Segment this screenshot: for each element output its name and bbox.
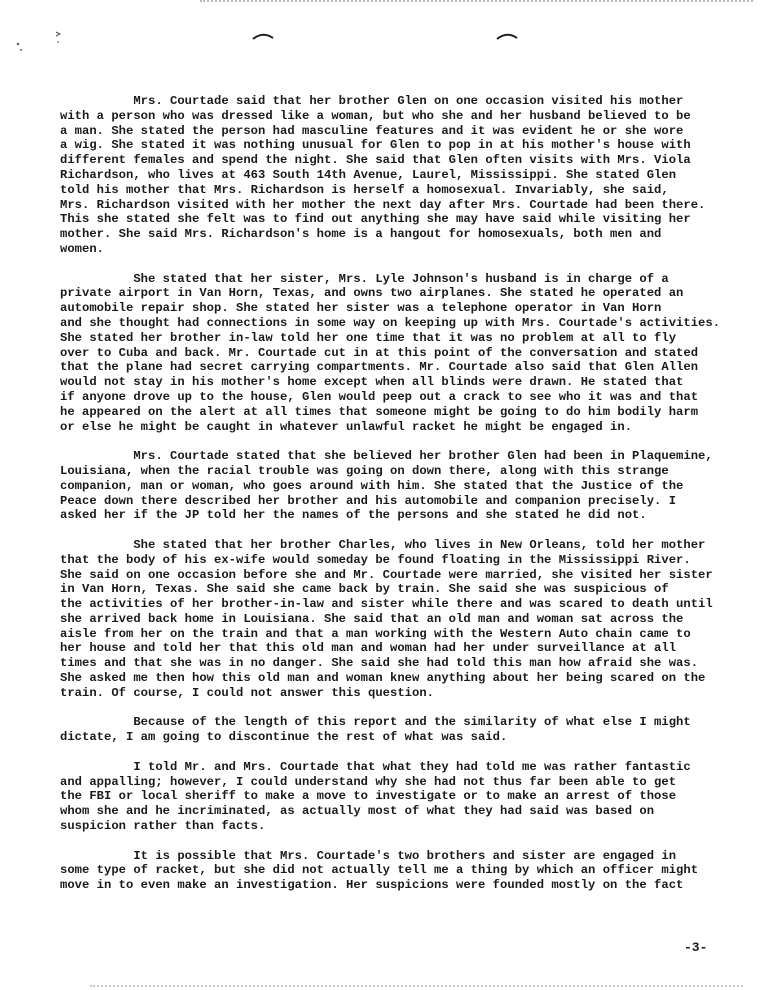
top-scan-edge [200,0,753,5]
paragraph: I told Mr. and Mrs. Courtade that what they had told me was rather fantastic and appalling; however, I could understand why she had not thus far been able to get the FBI or local sheriff to make a move to investigate or to make an arrest of those whom she and he incriminated, as actually most of what they had said was based on suspicion rather than facts. [60,759,691,834]
paragraph: Because of the length of this report and the similarity of what else I might dictate, I am going to discontinue the rest of what was said. [60,715,691,745]
margin-marks [12,28,72,58]
paragraph: Mrs. Courtade stated that she believed her brother Glen had been in Plaquemine, Louisiana, when the racial trouble was going on down there, along with this strange companion, man or woman, who goes around with him. She stated that the Justice of the Peace down there described her brother and his automobile and companion precisely. I asked her if the JP told her the names of the persons and she stated he did not. [60,449,713,523]
paragraph: It is possible that Mrs. Courtade's two brothers and sister are engaged in some type of racket, but she did not actually tell me a thing by which an officer might move in to even make an investigation. Her suspicions were founded mostly on the fact [60,848,699,893]
punch-hole-mark-right [496,32,518,40]
page-number: -3- [684,940,708,955]
punch-hole-mark-left [252,32,274,40]
report-body [60,94,750,908]
paragraph: She stated that her brother Charles, who lives in New Orleans, told her mother that the body of his ex-wife would someday be found floating in the Mississippi River. She said on one occasion before she and Mr. Courtade were married, she visited her sister in Van Horn, Texas. She said she came back by train. She said she was suspicious of the activities of her brother-in-law and sister while there and was scared to death until she arrived back home in Louisiana. She said that an old man and woman sat across the aisle from her on the train and that a man working with the Western Auto chain came to her house and told her that this old man and woman had her under surveillance at all times and that she was in no danger. She said she had told this man how afraid she was. She asked me then how this old man and woman knew anything about her being scared on the train. Of course, I could not answer this question. [60,537,713,700]
paragraph: She stated that her sister, Mrs. Lyle Johnson's husband is in charge of a private airport in Van Horn, Texas, and owns two airplanes. She stated he operated an automobile repair shop. She stated her sister was a telephone operator in Van Horn and she thought had connections in some way on keeping up with Mrs. Courtade's activities. She stated her brother in-law told her one time that it was no problem at all to fly over to Cuba and back. Mr. Courtade cut in at this point of the conversation and stated that the plane had secret carrying compartments. Mr. Courtade also said that Glen Allen would not stay in his mother's home except when all blinds were drawn. He stated that if anyone drove up to the house, Glen would peep out a crack to see who it was and that he appeared on the alert at all times that someone might be going to do him bodily harm or else he might be caught in whatever unlawful racket he might be engaged in. [60,271,721,434]
paragraph: Mrs. Courtade said that her brother Glen on one occasion visited his mother with a person who was dressed like a woman, but who she and her husband believed to be a man. She stated the person had masculine features and it was evident he or she wore a wig. She stated it was nothing unusual for Glen to pop in at his mother's house with different females and spend the night. She said that Glen often visits with Mrs. Viola Richardson, who lives at 463 South 14th Avenue, Laurel, Mississippi. She stated Glen told his mother that Mrs. Richardson is herself a homosexual. Invariably, she said, Mrs. Richardson visited with her mother the next day after Mrs. Courtade had been there. This she stated she felt was to find out anything she may have said while visiting her mother. She said Mrs. Richardson's home is a hangout for homosexuals, both men and women. [60,94,706,256]
bottom-scan-edge [90,985,743,990]
